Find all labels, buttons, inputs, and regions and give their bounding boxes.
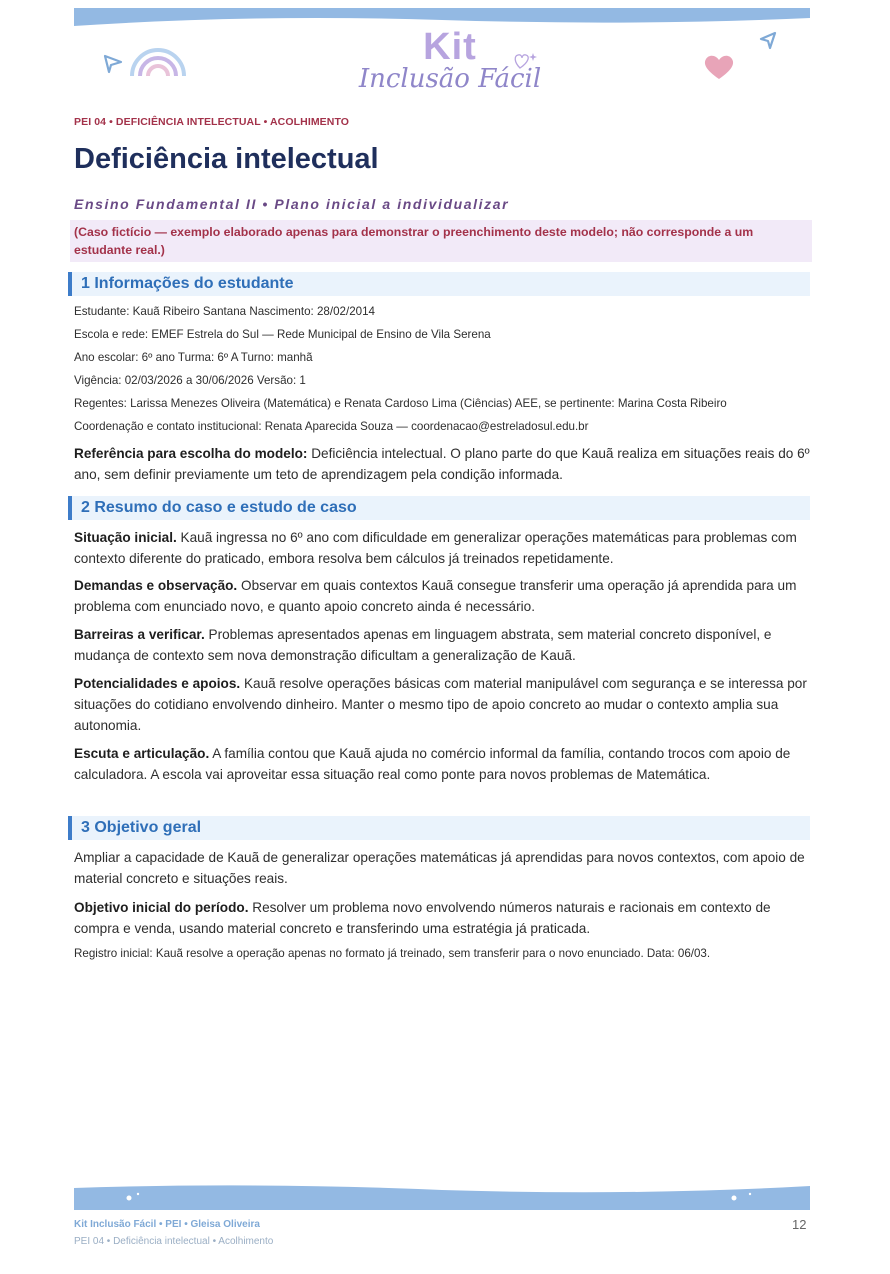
page-number: 12	[792, 1217, 807, 1232]
paragraph-text: Kauã resolve operações básicas com material manipulável com segurança e se interessa por situações do cotidiano envolvendo dinheiro. Manter o mesmo tipo de apoio concreto ao mudar o contexto amplia sua autonomia.	[74, 676, 807, 733]
footer-brand-line: Kit Inclusão Fácil • PEI • Gleisa Oliveira	[74, 1219, 260, 1230]
student-info-line: Coordenação e contato institucional: Renata Aparecida Souza — coordenacao@estreladosul.edu.br	[74, 420, 589, 433]
logo-kit-text: Kit	[423, 26, 477, 68]
section-heading-student-info: 1 Informações do estudante	[68, 272, 810, 296]
paragraph-label: Situação inicial.	[74, 530, 177, 545]
paragraph-label: Escuta e articulação.	[74, 746, 210, 761]
student-info-line: Escola e rede: EMEF Estrela do Sul — Rede Municipal de Ensino de Vila Serena	[74, 328, 491, 341]
paragraph-text: Resolver um problema novo envolvendo números naturais e racionais em contexto de compra e venda, usando material concreto e transferindo uma estratégia já praticada.	[74, 900, 771, 936]
page-title: Deficiência intelectual	[74, 143, 379, 175]
paragraph-text: Kauã ingressa no 6º ano com dificuldade em generalizar operações matemáticas para problemas com contexto diferente do praticado, embora resolva bem cálculos já treinados repetidamente.	[74, 530, 797, 566]
student-info-line: Estudante: Kauã Ribeiro Santana Nascimento: 28/02/2014	[74, 305, 375, 318]
header-wave-band	[74, 8, 810, 26]
paragraph-text: A família contou que Kauã ajuda no comércio informal da família, contando trocos com apoio de calculadora. A escola vai aproveitar essa situação real como ponte para novos problemas de Matemática.	[74, 746, 791, 782]
logo-subtitle-text: Inclusão Fácil	[358, 64, 542, 94]
rainbow-icon	[128, 44, 188, 78]
case-paragraph	[74, 743, 814, 785]
paper-plane-icon	[102, 52, 124, 74]
paragraph-text: Problemas apresentados apenas em linguagem abstrata, sem material concreto disponível, e mudança de contexto sem nova demonstração dificultam a generalização de Kauã.	[74, 627, 772, 663]
paragraph-label: Referência para escolha do modelo:	[74, 446, 308, 461]
paragraph-label: Objetivo inicial do período.	[74, 900, 249, 915]
student-info-line: Vigência: 02/03/2026 a 30/06/2026 Versão: 1	[74, 374, 306, 387]
page-subtitle: Ensino Fundamental II • Plano inicial a individualizar	[74, 196, 510, 212]
student-info-line: Regentes: Larissa Menezes Oliveira (Matemática) e Renata Cardoso Lima (Ciências) AEE, se pertinente: Marina Costa Ribeiro	[74, 397, 727, 410]
case-paragraph	[74, 575, 814, 617]
section-heading-case-summary: 2 Resumo do caso e estudo de caso	[68, 496, 810, 520]
initial-objective-paragraph	[74, 897, 814, 939]
fictional-case-note: (Caso fictício — exemplo elaborado apenas para demonstrar o preenchimento deste modelo; não corresponde a um estudante real.)	[70, 220, 812, 262]
footer-document-line: PEI 04 • Deficiência intelectual • Acolhimento	[74, 1236, 274, 1247]
paragraph-text: Observar em quais contextos Kauã consegue transferir uma operação já aprendida para um problema com enunciado novo, e quanto apoio concreto ainda é necessário.	[74, 578, 797, 614]
initial-record-line: Registro inicial: Kauã resolve a operação apenas no formato já treinado, sem transferir para o novo enunciado. Data: 06/03.	[74, 947, 711, 960]
paper-plane-icon	[758, 30, 778, 50]
case-paragraph	[74, 527, 814, 569]
paragraph-label: Barreiras a verificar.	[74, 627, 205, 642]
model-reference-paragraph	[74, 443, 814, 485]
sparkle-heart-icon	[512, 50, 538, 72]
case-paragraph	[74, 624, 814, 666]
paragraph-label: Potencialidades e apoios.	[74, 676, 241, 691]
footer-wave-band	[74, 1184, 810, 1210]
document-kicker: PEI 04 • DEFICIÊNCIA INTELECTUAL • ACOLHIMENTO	[74, 116, 350, 128]
heart-icon	[702, 54, 736, 80]
general-objective-paragraph: Ampliar a capacidade de Kauã de generalizar operações matemáticas já aprendidas para novos contextos, com apoio de material concreto e situações reais.	[74, 850, 805, 886]
section-heading-general-objective: 3 Objetivo geral	[68, 816, 810, 840]
case-paragraph	[74, 673, 814, 736]
paragraph-text: Deficiência intelectual. O plano parte do que Kauã realiza em situações reais do 6º ano, sem definir previamente um teto de aprendizagem pela condição informada.	[74, 446, 810, 482]
paragraph-label: Demandas e observação.	[74, 578, 238, 593]
student-info-line: Ano escolar: 6º ano Turma: 6º A Turno: manhã	[74, 351, 313, 364]
